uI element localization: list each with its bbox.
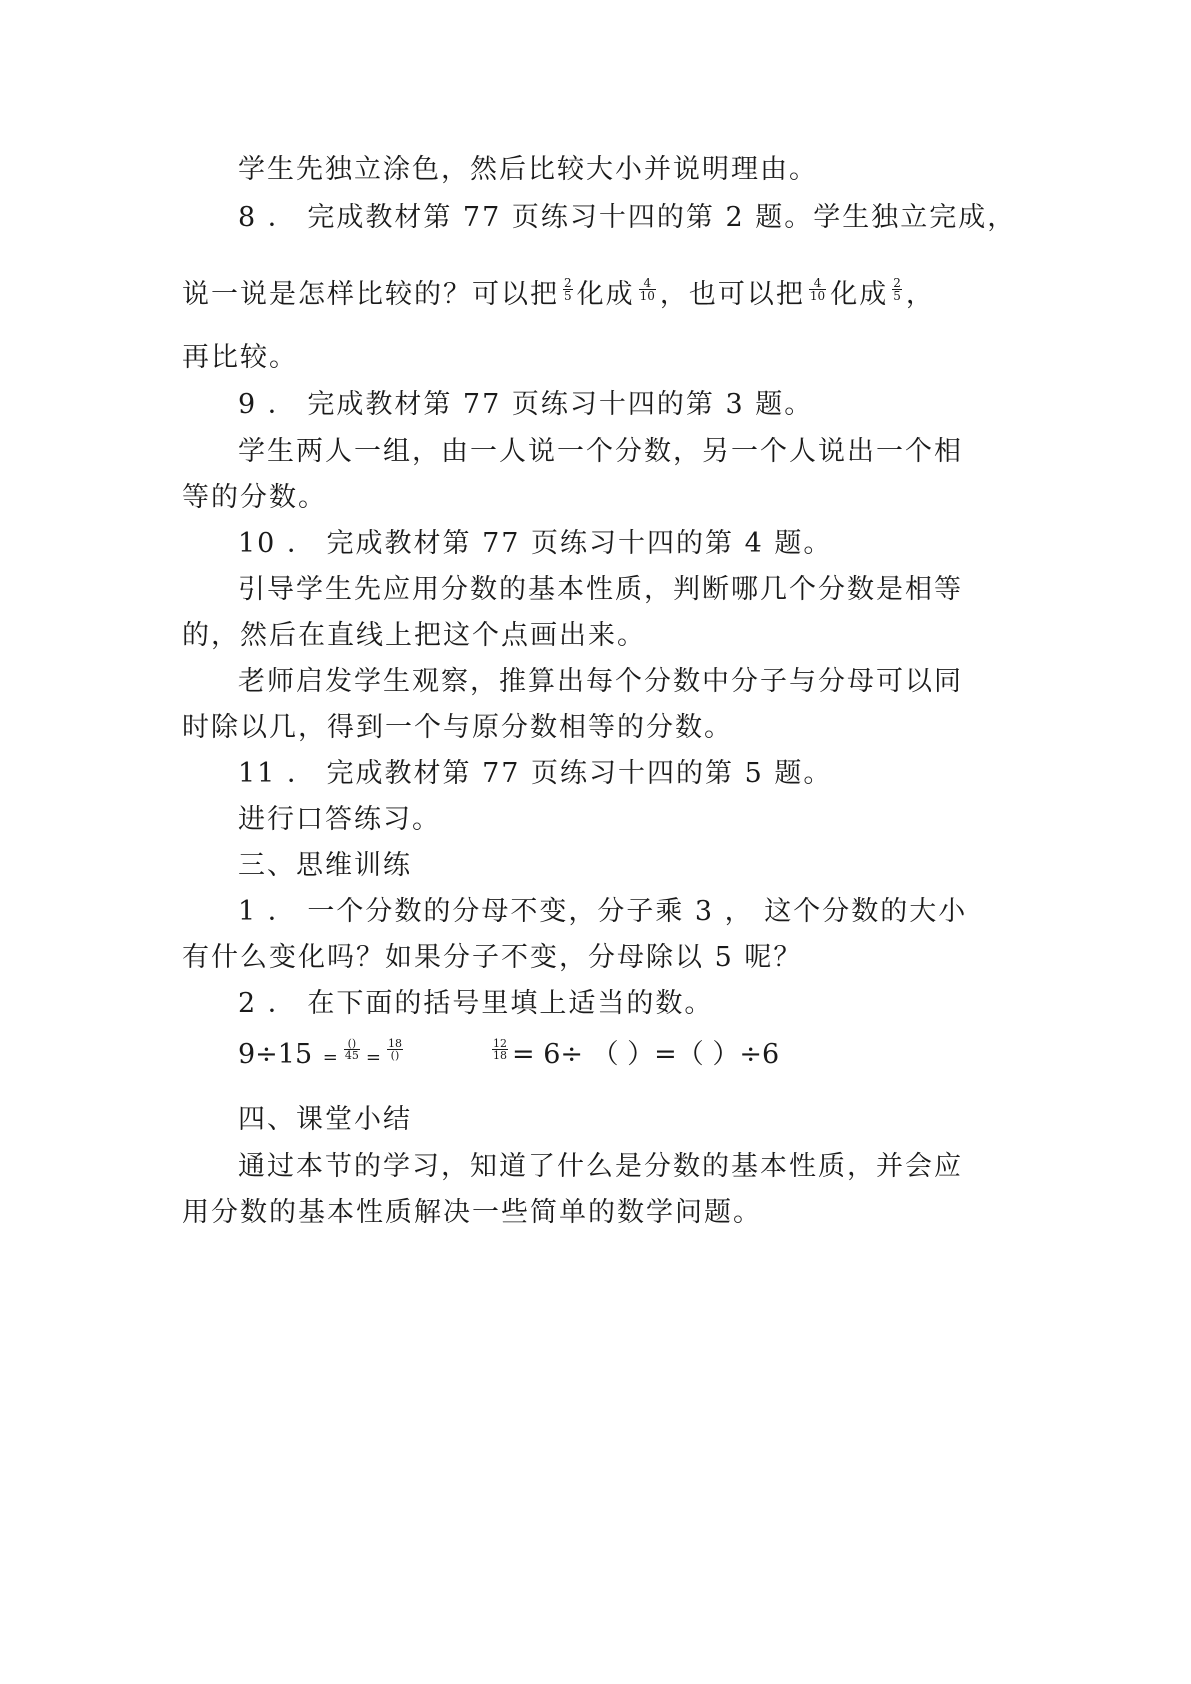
fraction-denominator: 5: [564, 289, 572, 303]
fraction-denominator: 18: [493, 1049, 507, 1062]
fraction-numerator: 2: [893, 276, 901, 290]
math-expression-right: [488, 1037, 780, 1070]
fraction-denominator: (): [390, 1049, 400, 1062]
text-line: 等的分数。: [182, 482, 327, 513]
text-line: 学生两人一组，由一人说一个分数，另一个人说出一个相: [238, 436, 963, 467]
fraction: [809, 277, 826, 302]
fraction-numerator: 12: [493, 1037, 507, 1050]
text-line: 1 ． 一个分数的分母不变，分子乘 3 ， 这个分数的大小: [238, 896, 968, 927]
text-segment: 化成: [830, 279, 889, 310]
section-heading: 三、思维训练: [238, 850, 412, 881]
fraction: [387, 1038, 403, 1061]
fraction-denominator: 5: [893, 289, 901, 303]
equals-sign: =: [365, 1047, 381, 1068]
math-text: 9÷15: [238, 1039, 313, 1070]
fraction: [344, 1038, 360, 1061]
text-line: 再比较。: [182, 342, 298, 373]
fraction-numerator: 18: [387, 1037, 402, 1050]
text-line: 11 ． 完成教材第 77 页练习十四的第 5 题。: [238, 758, 833, 789]
text-line: 时除以几，得到一个与原分数相等的分数。: [182, 712, 733, 743]
fraction: [892, 277, 902, 302]
text-segment: ，也可以把: [659, 279, 805, 310]
text-segment: ，: [905, 279, 935, 310]
text-line: 的，然后在直线上把这个点画出来。: [182, 620, 646, 651]
text-line: 引导学生先应用分数的基本性质，判断哪几个分数是相等: [238, 574, 963, 605]
equals-sign: =: [322, 1047, 338, 1068]
section-heading: 四、课堂小结: [238, 1104, 412, 1135]
text-line: 10 ． 完成教材第 77 页练习十四的第 4 题。: [238, 528, 833, 559]
text-line: 用分数的基本性质解决一些简单的数学问题。: [182, 1197, 762, 1228]
fraction: [563, 277, 573, 302]
text-line: 9 ． 完成教材第 77 页练习十四的第 3 题。: [238, 389, 814, 420]
fraction: [639, 277, 656, 302]
fraction-numerator: 2: [564, 276, 572, 290]
text-line: 2 ． 在下面的括号里填上适当的数。: [238, 988, 714, 1019]
fraction-numerator: 4: [809, 277, 826, 290]
fraction-denominator: 45: [344, 1049, 359, 1062]
math-text: = 6÷ （ ）=（ ）÷6: [512, 1039, 780, 1070]
text-line: 通过本节的学习，知道了什么是分数的基本性质，并会应: [238, 1151, 963, 1182]
text-line: 老师启发学生观察，推算出每个分数中分子与分母可以同: [238, 666, 963, 697]
text-line-with-fractions: [182, 276, 935, 310]
fraction-denominator: 10: [809, 289, 826, 303]
text-line: 进行口答练习。: [238, 804, 441, 835]
math-expression-left: [238, 1037, 407, 1073]
text-line: 学生先独立涂色，然后比较大小并说明理由。: [238, 154, 818, 185]
text-line: 有什么变化吗？如果分子不变，分母除以 5 呢？: [182, 942, 803, 973]
fraction-numerator: (): [344, 1038, 360, 1050]
fraction: [492, 1038, 508, 1061]
text-segment: 化成: [576, 279, 635, 310]
text-line: 8 ． 完成教材第 77 页练习十四的第 2 题。学生独立完成，: [238, 202, 1017, 233]
text-segment: 说一说是怎样比较的？可以把: [182, 279, 559, 310]
fraction-numerator: 4: [639, 277, 656, 290]
fraction-denominator: 10: [639, 289, 655, 303]
